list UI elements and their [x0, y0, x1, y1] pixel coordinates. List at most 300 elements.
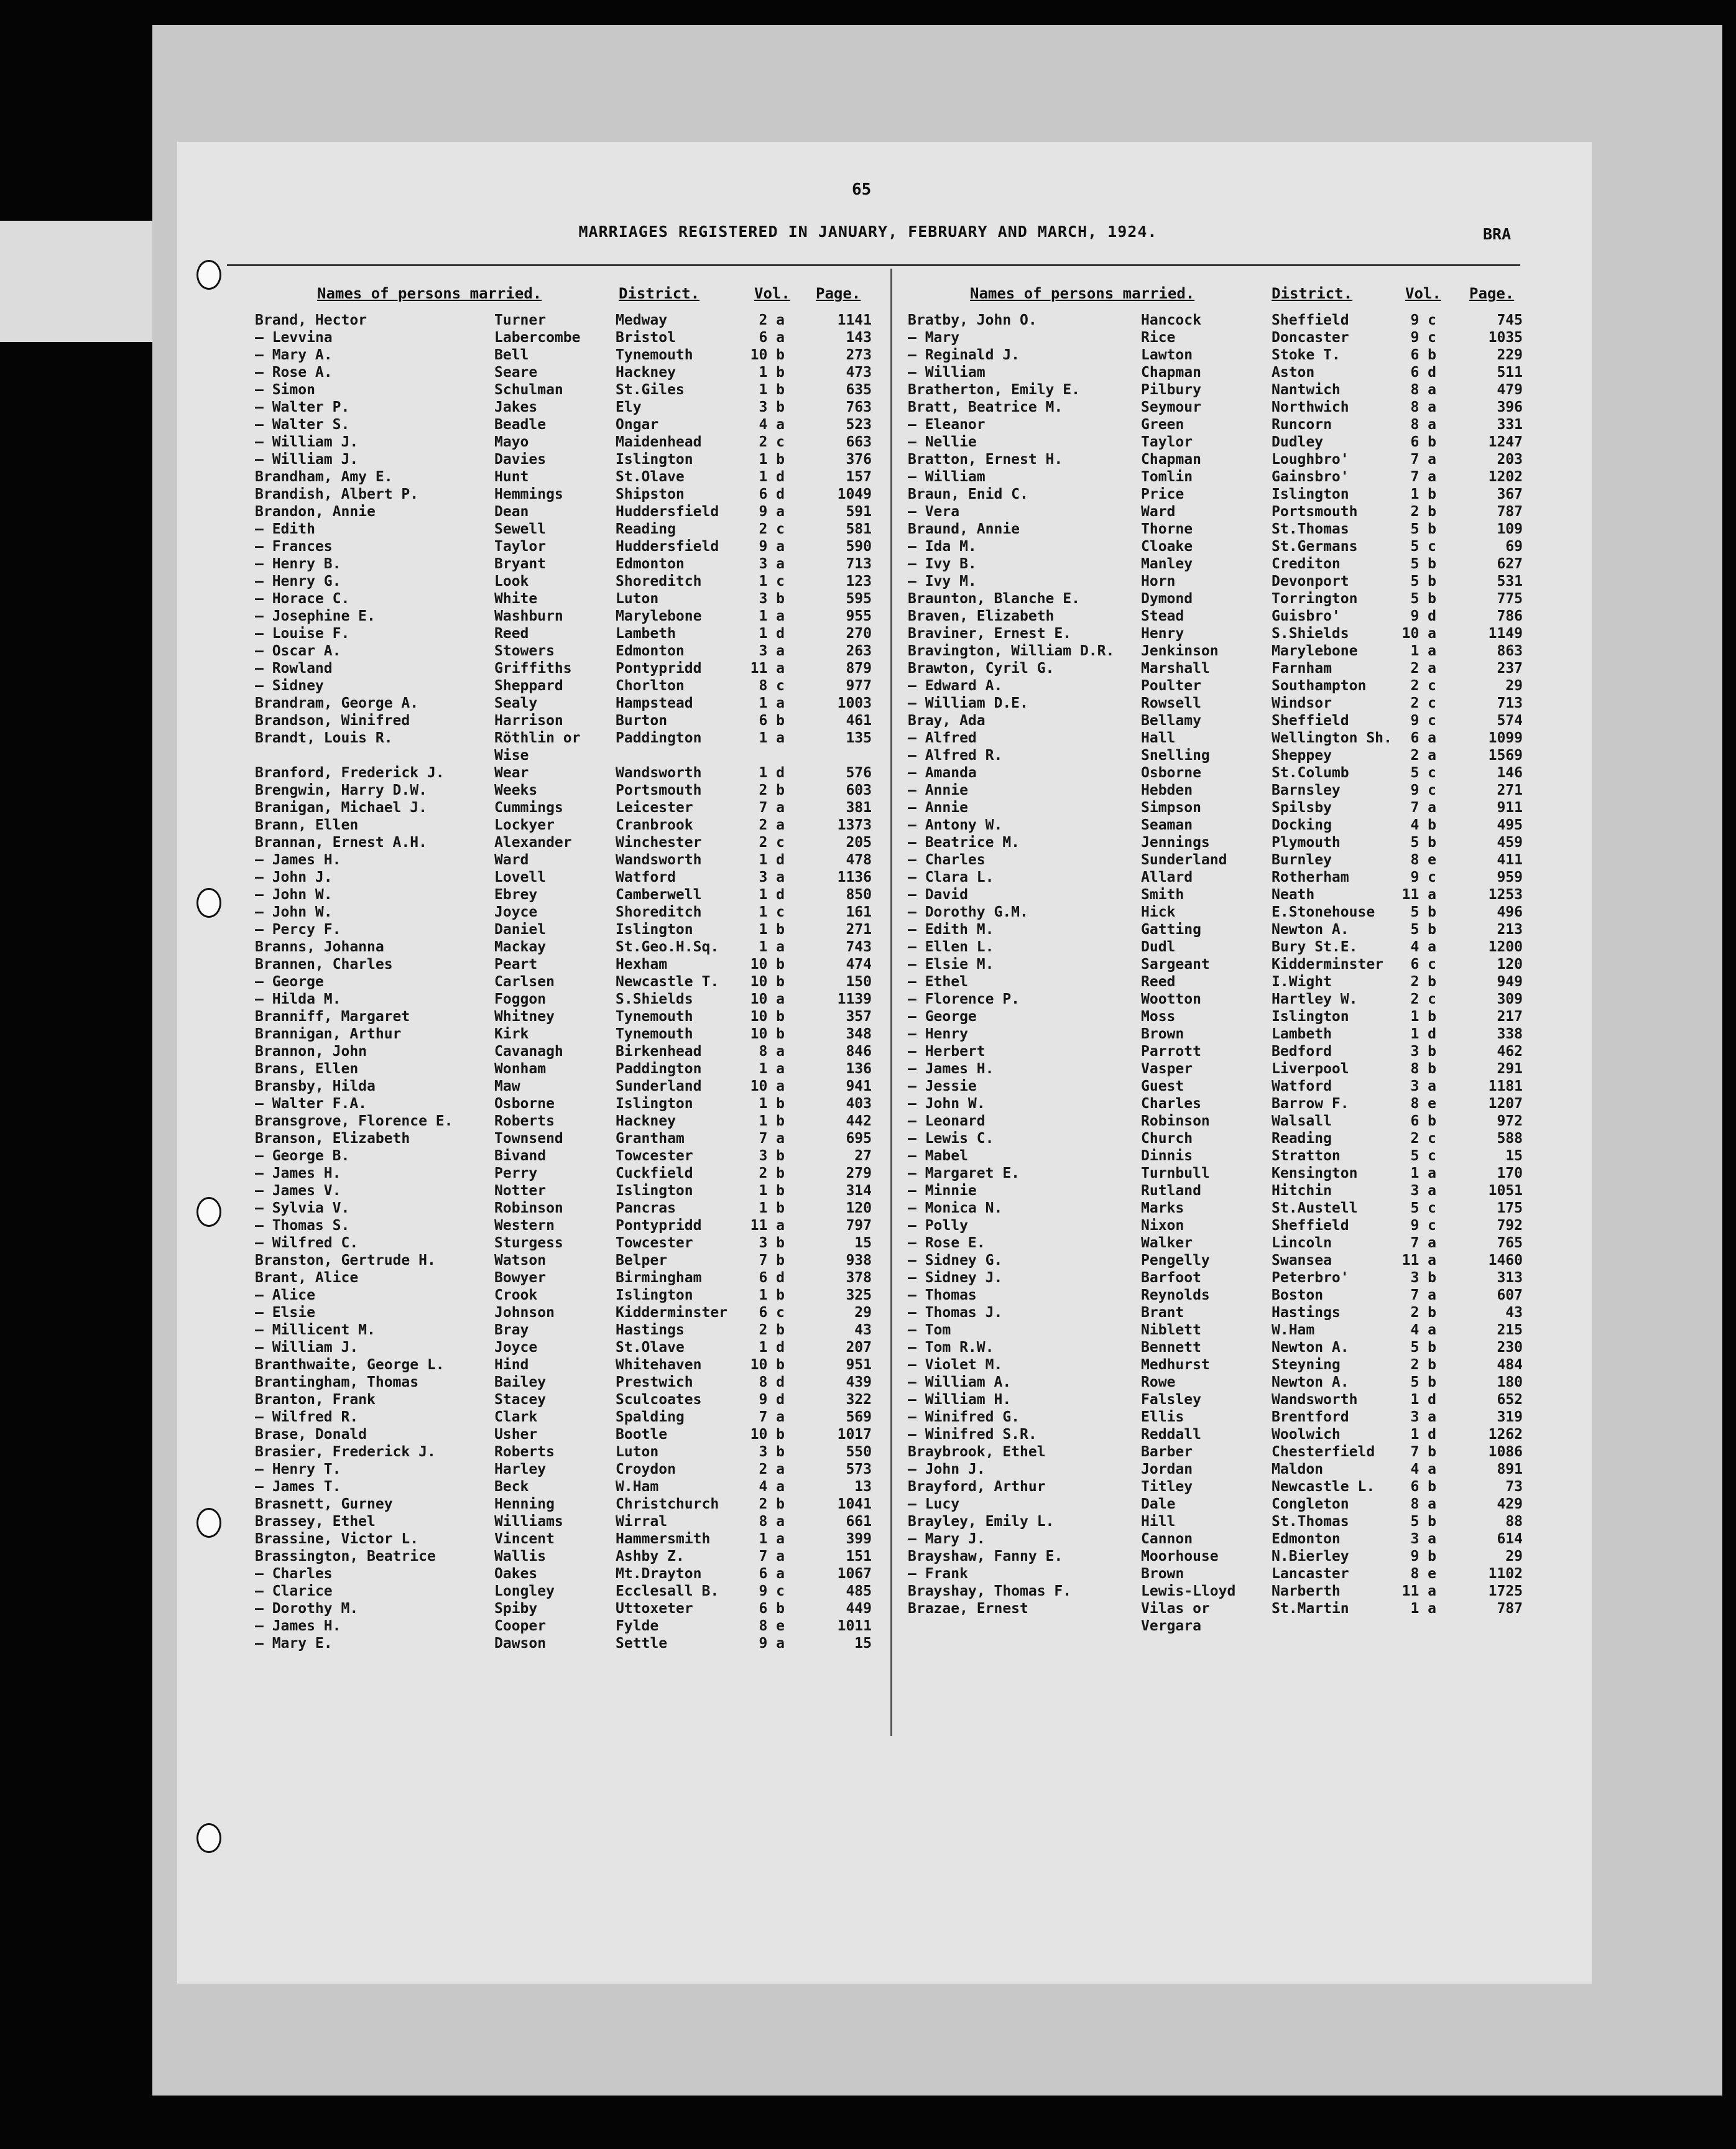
entry-spouse-surname: Osborne	[1141, 765, 1201, 781]
entry-page: 338	[1497, 1026, 1523, 1042]
entry-volume: 1 d	[1410, 1026, 1436, 1042]
entry-spouse-surname: Bailey	[494, 1374, 547, 1390]
entry-name: — Ivy M.	[908, 573, 977, 589]
entry-volume: 2 a	[759, 312, 785, 328]
entry-district: Lincoln	[1272, 1235, 1332, 1251]
entry-volume: 2 c	[1410, 678, 1436, 694]
entry-name: — Amanda	[908, 765, 977, 781]
entry-page: 635	[846, 382, 872, 398]
entry-district: Stratton	[1272, 1148, 1341, 1164]
entry-volume: 6 b	[1410, 1113, 1436, 1129]
entry-page: 775	[1497, 591, 1523, 607]
entry-district: Mt.Drayton	[616, 1566, 702, 1582]
entry-name: Brengwin, Harry D.W.	[255, 782, 427, 798]
entry-spouse-surname: Vilas or	[1141, 1601, 1210, 1617]
entry-spouse-surname: Tomlin	[1141, 469, 1193, 485]
entry-page: 938	[846, 1252, 872, 1269]
entry-spouse-surname: Vergara	[1141, 1618, 1201, 1634]
entry-district: Paddington	[616, 730, 702, 746]
column-divider	[890, 269, 892, 1736]
entry-district: Chesterfield	[1272, 1444, 1375, 1460]
entry-name: — John J.	[255, 869, 333, 885]
entry-name: Brayley, Emily L.	[908, 1514, 1055, 1530]
entry-page: 27	[854, 1148, 872, 1164]
entry-name: — James H.	[255, 852, 341, 868]
entry-district: Torrington	[1272, 591, 1358, 607]
entry-volume: 1 b	[759, 1200, 785, 1216]
entry-district: Hastings	[616, 1322, 685, 1338]
entry-name: — Wilfred C.	[255, 1235, 359, 1251]
entry-name: Brans, Ellen	[255, 1061, 359, 1077]
entry-district: Tynemouth	[616, 347, 693, 363]
entry-spouse-surname: Turner	[494, 312, 547, 328]
entry-page: 309	[1497, 991, 1523, 1007]
entry-spouse-surname: Look	[494, 573, 529, 589]
entry-spouse-surname: Bowyer	[494, 1270, 547, 1286]
entry-name: — Louise F.	[255, 626, 350, 642]
entry-district: Leicester	[616, 800, 693, 816]
entry-page: 607	[1497, 1287, 1523, 1303]
register-page	[177, 142, 1592, 1984]
entry-spouse-surname: Brant	[1141, 1305, 1184, 1321]
entry-spouse-surname: Johnson	[494, 1305, 555, 1321]
entry-name: Brantingham, Thomas	[255, 1374, 419, 1390]
entry-spouse-surname: Longley	[494, 1583, 555, 1599]
entry-spouse-surname: Cooper	[494, 1618, 547, 1634]
entry-volume: 1 d	[759, 852, 785, 868]
entry-name: — Dorothy M.	[255, 1601, 359, 1617]
entry-district: St.Giles	[616, 382, 685, 398]
entry-spouse-surname: Nixon	[1141, 1218, 1184, 1234]
entry-district: Winchester	[616, 834, 702, 851]
entry-spouse-surname: Allard	[1141, 869, 1193, 885]
entry-volume: 4 a	[759, 1479, 785, 1495]
entry-district: Portsmouth	[1272, 504, 1358, 520]
entry-spouse-surname: Horn	[1141, 573, 1176, 589]
entry-district: Islington	[616, 922, 693, 938]
entry-page: 151	[846, 1548, 872, 1564]
entry-district: Swansea	[1272, 1252, 1332, 1269]
entry-name: — Antony W.	[908, 817, 1003, 833]
entry-name: — Beatrice M.	[908, 834, 1020, 851]
entry-district: Peterbro'	[1272, 1270, 1349, 1286]
entry-page: 573	[846, 1461, 872, 1477]
entry-page: 603	[846, 782, 872, 798]
entry-district: Edmonton	[616, 556, 685, 572]
entry-spouse-surname: Jakes	[494, 399, 538, 415]
entry-district: Walsall	[1272, 1113, 1332, 1129]
entry-spouse-surname: Ellis	[1141, 1409, 1184, 1425]
entry-name: Branton, Frank	[255, 1392, 376, 1408]
entry-page: 1017	[837, 1426, 872, 1443]
entry-page: 146	[1497, 765, 1523, 781]
entry-district: Marylebone	[1272, 643, 1358, 659]
entry-district: Bury St.E.	[1272, 939, 1358, 955]
entry-page: 891	[1497, 1461, 1523, 1477]
entry-district: Marylebone	[616, 608, 702, 624]
entry-district: Croydon	[616, 1461, 676, 1477]
entry-volume: 1 b	[759, 1113, 785, 1129]
entry-volume: 3 b	[759, 1444, 785, 1460]
entry-volume: 1 a	[1410, 1601, 1436, 1617]
entry-page: 523	[846, 417, 872, 433]
entry-name: — Dorothy G.M.	[908, 904, 1028, 920]
entry-volume: 5 b	[1410, 1374, 1436, 1390]
entry-spouse-surname: Reddall	[1141, 1426, 1201, 1443]
entry-volume: 9 c	[1410, 1218, 1436, 1234]
entry-name: — Clarice	[255, 1583, 333, 1599]
entry-spouse-surname: Brown	[1141, 1566, 1184, 1582]
entry-name: Brassington, Beatrice	[255, 1548, 436, 1564]
entry-page: 1262	[1488, 1426, 1523, 1443]
entry-district: Ashby Z.	[616, 1548, 685, 1564]
entry-district: St.Germans	[1272, 538, 1358, 555]
entry-district: Cranbrook	[616, 817, 693, 833]
entry-name: — Walter P.	[255, 399, 350, 415]
entry-page: 411	[1497, 852, 1523, 868]
entry-page: 378	[846, 1270, 872, 1286]
entry-spouse-surname: Falsley	[1141, 1392, 1201, 1408]
entry-page: 661	[846, 1514, 872, 1530]
entry-volume: 6 d	[1410, 364, 1436, 381]
entry-page: 797	[846, 1218, 872, 1234]
entry-page: 1149	[1488, 626, 1523, 642]
entry-name: — Mary E.	[255, 1635, 333, 1652]
entry-page: 1141	[837, 312, 872, 328]
entry-page: 291	[1497, 1061, 1523, 1077]
entry-name: — Henry T.	[255, 1461, 341, 1477]
entry-spouse-surname: Bryant	[494, 556, 547, 572]
entry-volume: 6 b	[759, 1601, 785, 1617]
entry-district: Tynemouth	[616, 1026, 693, 1042]
entry-name: — Tom	[908, 1322, 951, 1338]
entry-spouse-surname: Pengelly	[1141, 1252, 1210, 1269]
header-names: Names of persons married.	[317, 285, 542, 302]
page-title: MARRIAGES REGISTERED IN JANUARY, FEBRUARY AND MARCH, 1924.	[578, 223, 1158, 241]
entry-spouse-surname: Walker	[1141, 1235, 1193, 1251]
entry-name: — William	[908, 364, 986, 381]
entry-name: Brannigan, Arthur	[255, 1026, 402, 1042]
entry-volume: 1 b	[759, 922, 785, 938]
entry-page: 1035	[1488, 330, 1523, 346]
entry-district: Sheffield	[1272, 312, 1349, 328]
entry-district: Hastings	[1272, 1305, 1341, 1321]
entry-volume: 1 b	[759, 364, 785, 381]
entry-spouse-surname: Oakes	[494, 1566, 538, 1582]
header-names: Names of persons married.	[970, 285, 1195, 302]
entry-volume: 10 a	[750, 991, 785, 1007]
entry-page: 591	[846, 504, 872, 520]
entry-page: 1202	[1488, 469, 1523, 485]
entry-spouse-surname: Kirk	[494, 1026, 529, 1042]
entry-volume: 10 b	[750, 974, 785, 990]
entry-name: Braviner, Ernest E.	[908, 626, 1072, 642]
entry-district: Paddington	[616, 1061, 702, 1077]
entry-district: Stoke T.	[1272, 347, 1341, 363]
entry-volume: 9 c	[1410, 782, 1436, 798]
entry-spouse-surname: Washburn	[494, 608, 563, 624]
entry-name: Bransby, Hilda	[255, 1078, 376, 1094]
entry-page: 157	[846, 469, 872, 485]
header-page: Page.	[816, 285, 861, 302]
entry-spouse-surname: Lawton	[1141, 347, 1193, 363]
entry-name: Branston, Gertrude H.	[255, 1252, 436, 1269]
entry-district: Islington	[616, 1287, 693, 1303]
entry-district: Spilsby	[1272, 800, 1332, 816]
entry-name: — Florence P.	[908, 991, 1020, 1007]
entry-page: 313	[1497, 1270, 1523, 1286]
page-code: BRA	[1483, 225, 1512, 243]
entry-spouse-surname: Vincent	[494, 1531, 555, 1547]
entry-name: — George B.	[255, 1148, 350, 1164]
entry-district: St.Austell	[1272, 1200, 1358, 1216]
entry-volume: 2 b	[759, 1165, 785, 1181]
entry-volume: 2 c	[759, 834, 785, 851]
entry-spouse-surname: Alexander	[494, 834, 572, 851]
entry-spouse-surname: Wallis	[494, 1548, 547, 1564]
entry-volume: 3 a	[759, 869, 785, 885]
entry-spouse-surname: Notter	[494, 1183, 547, 1199]
entry-spouse-surname: Poulter	[1141, 678, 1201, 694]
entry-spouse-surname: Church	[1141, 1130, 1193, 1147]
entry-page: 977	[846, 678, 872, 694]
entry-name: Braunton, Blanche E.	[908, 591, 1080, 607]
entry-page: 135	[846, 730, 872, 746]
entry-volume: 8 a	[759, 1043, 785, 1060]
entry-volume: 9 c	[759, 1583, 785, 1599]
entry-spouse-surname: Ward	[494, 852, 529, 868]
entry-page: 88	[1505, 1514, 1523, 1530]
entry-name: — Reginald J.	[908, 347, 1020, 363]
entry-volume: 6 c	[759, 1305, 785, 1321]
entry-name: Brasier, Frederick J.	[255, 1444, 436, 1460]
entry-page: 1086	[1488, 1444, 1523, 1460]
entry-volume: 2 a	[1410, 747, 1436, 764]
entry-name: — Clara L.	[908, 869, 994, 885]
entry-spouse-surname: Taylor	[1141, 434, 1193, 450]
entry-district: Huddersfield	[616, 504, 719, 520]
entry-name: Bravington, William D.R.	[908, 643, 1115, 659]
entry-volume: 8 a	[1410, 417, 1436, 433]
entry-volume: 3 b	[759, 591, 785, 607]
entry-spouse-surname: Marshall	[1141, 660, 1210, 677]
entry-page: 484	[1497, 1357, 1523, 1373]
entry-page: 29	[854, 1305, 872, 1321]
entry-page: 846	[846, 1043, 872, 1060]
entry-page: 143	[846, 330, 872, 346]
entry-spouse-surname: Spiby	[494, 1601, 538, 1617]
entry-spouse-surname: Manley	[1141, 556, 1193, 572]
entry-page: 273	[846, 347, 872, 363]
entry-name: — Margaret E.	[908, 1165, 1020, 1181]
entry-spouse-surname: Barfoot	[1141, 1270, 1201, 1286]
entry-spouse-surname: Bellamy	[1141, 713, 1201, 729]
entry-name: Brayshay, Thomas F.	[908, 1583, 1072, 1599]
entry-page: 941	[846, 1078, 872, 1094]
entry-page: 399	[846, 1531, 872, 1547]
entry-volume: 6 b	[1410, 347, 1436, 363]
entry-spouse-surname: Smith	[1141, 887, 1184, 903]
entry-name: — Sylvia V.	[255, 1200, 350, 1216]
entry-name: Brandson, Winifred	[255, 713, 410, 729]
entry-volume: 2 b	[1410, 1305, 1436, 1321]
entry-page: 763	[846, 399, 872, 415]
entry-spouse-surname: Williams	[494, 1514, 563, 1530]
entry-district: St.Thomas	[1272, 521, 1349, 537]
entry-district: Hammersmith	[616, 1531, 711, 1547]
entry-district: Liverpool	[1272, 1061, 1349, 1077]
entry-page: 325	[846, 1287, 872, 1303]
entry-page: 73	[1505, 1479, 1523, 1495]
entry-name: — Charles	[255, 1566, 333, 1582]
entry-volume: 10 b	[750, 1009, 785, 1025]
entry-name: — Charles	[908, 852, 986, 868]
entry-spouse-surname: Reynolds	[1141, 1287, 1210, 1303]
entry-volume: 6 c	[1410, 956, 1436, 973]
entry-name: — Oscar A.	[255, 643, 341, 659]
entry-name: Braven, Elizabeth	[908, 608, 1055, 624]
entry-volume: 5 b	[1410, 1339, 1436, 1356]
entry-district: Kidderminster	[1272, 956, 1384, 973]
entry-name: Braund, Annie	[908, 521, 1020, 537]
entry-district: Rotherham	[1272, 869, 1349, 885]
entry-volume: 6 d	[759, 1270, 785, 1286]
entry-district: Chorlton	[616, 678, 685, 694]
entry-page: 850	[846, 887, 872, 903]
entry-spouse-surname: Bennett	[1141, 1339, 1201, 1356]
entry-spouse-surname: Vasper	[1141, 1061, 1193, 1077]
entry-district: S.Shields	[1272, 626, 1349, 642]
entry-spouse-surname: Dudl	[1141, 939, 1176, 955]
entry-district: Barnsley	[1272, 782, 1341, 798]
entry-page: 357	[846, 1009, 872, 1025]
entry-page: 474	[846, 956, 872, 973]
entry-name: — Annie	[908, 782, 968, 798]
entry-volume: 2 c	[1410, 695, 1436, 711]
entry-volume: 11 a	[1401, 887, 1436, 903]
entry-page: 1725	[1488, 1583, 1523, 1599]
entry-page: 15	[1505, 1148, 1523, 1164]
entry-page: 627	[1497, 556, 1523, 572]
entry-volume: 1 d	[759, 469, 785, 485]
entry-spouse-surname: Beck	[494, 1479, 529, 1495]
entry-volume: 9 d	[1410, 608, 1436, 624]
entry-name: — Elsie M.	[908, 956, 994, 973]
entry-spouse-surname: Hall	[1141, 730, 1176, 746]
entry-district: Luton	[616, 591, 659, 607]
entry-spouse-surname: Sewell	[494, 521, 547, 537]
entry-name: Bratt, Beatrice M.	[908, 399, 1063, 415]
entry-name: — Rowland	[255, 660, 333, 677]
entry-district: Aston	[1272, 364, 1315, 381]
entry-spouse-surname: Sheppard	[494, 678, 563, 694]
entry-spouse-surname: Lockyer	[494, 817, 555, 833]
entry-district: Islington	[1272, 1009, 1349, 1025]
entry-district: St.Olave	[616, 469, 685, 485]
entry-volume: 5 b	[1410, 573, 1436, 589]
entry-page: 863	[1497, 643, 1523, 659]
entry-name: — James T.	[255, 1479, 341, 1495]
entry-spouse-surname: Ward	[1141, 504, 1176, 520]
entry-page: 495	[1497, 817, 1523, 833]
entry-spouse-surname: Green	[1141, 417, 1184, 433]
entry-page: 376	[846, 451, 872, 468]
entry-volume: 8 a	[1410, 1496, 1436, 1512]
entry-page: 161	[846, 904, 872, 920]
entry-district: Cuckfield	[616, 1165, 693, 1181]
entry-name: Brase, Donald	[255, 1426, 367, 1443]
entry-page: 1569	[1488, 747, 1523, 764]
entry-page: 473	[846, 364, 872, 381]
entry-volume: 1 a	[759, 730, 785, 746]
entry-district: Gainsbro'	[1272, 469, 1349, 485]
punch-hole-icon	[196, 1197, 221, 1227]
entry-spouse-surname: Stacey	[494, 1392, 547, 1408]
entry-spouse-surname: Watson	[494, 1252, 547, 1269]
entry-district: Bootle	[616, 1426, 668, 1443]
entry-name: Brandt, Louis R.	[255, 730, 393, 746]
entry-district: Wandsworth	[1272, 1392, 1358, 1408]
entry-district: Dudley	[1272, 434, 1324, 450]
entry-name: — Ethel	[908, 974, 968, 990]
entry-district: Runcorn	[1272, 417, 1332, 433]
entry-volume: 5 c	[1410, 765, 1436, 781]
entry-name: — Ivy B.	[908, 556, 977, 572]
entry-page: 314	[846, 1183, 872, 1199]
entry-spouse-surname: Parrott	[1141, 1043, 1201, 1060]
entry-district: Uttoxeter	[616, 1601, 693, 1617]
entry-name: — Alice	[255, 1287, 315, 1303]
entry-volume: 5 b	[1410, 1514, 1436, 1530]
entry-name: — Henry G.	[255, 573, 341, 589]
entry-spouse-surname: Joyce	[494, 904, 538, 920]
entry-page: 911	[1497, 800, 1523, 816]
entry-spouse-surname: Bivand	[494, 1148, 547, 1164]
entry-volume: 2 b	[1410, 504, 1436, 520]
entry-name: — Sidney G.	[908, 1252, 1003, 1269]
entry-spouse-surname: Rutland	[1141, 1183, 1201, 1199]
entry-page: 1460	[1488, 1252, 1523, 1269]
entry-page: 180	[1497, 1374, 1523, 1390]
entry-spouse-surname: Rowe	[1141, 1374, 1176, 1390]
entry-spouse-surname: Ebrey	[494, 887, 538, 903]
entry-page: 1051	[1488, 1183, 1523, 1199]
entry-volume: 3 a	[1410, 1531, 1436, 1547]
entry-name: — Frank	[908, 1566, 968, 1582]
entry-page: 614	[1497, 1531, 1523, 1547]
entry-page: 13	[854, 1479, 872, 1495]
entry-name: — Thomas J.	[908, 1305, 1003, 1321]
entry-name: — Horace C.	[255, 591, 350, 607]
entry-spouse-surname: Jenkinson	[1141, 643, 1219, 659]
entry-spouse-surname: Chapman	[1141, 451, 1201, 468]
entry-name: — Henry B.	[255, 556, 341, 572]
entry-district: Ongar	[616, 417, 659, 433]
entry-volume: 4 a	[1410, 939, 1436, 955]
entry-name: — Elsie	[255, 1305, 315, 1321]
entry-page: 381	[846, 800, 872, 816]
entry-spouse-surname: Seare	[494, 364, 538, 381]
entry-page: 29	[1505, 678, 1523, 694]
entry-volume: 3 b	[1410, 1270, 1436, 1286]
entry-district: Southampton	[1272, 678, 1367, 694]
entry-district: Pontypridd	[616, 1218, 702, 1234]
entry-district: Luton	[616, 1444, 659, 1460]
entry-district: Maidenhead	[616, 434, 702, 450]
entry-volume: 8 e	[1410, 1096, 1436, 1112]
entry-name: — William	[908, 469, 986, 485]
entry-page: 109	[1497, 521, 1523, 537]
